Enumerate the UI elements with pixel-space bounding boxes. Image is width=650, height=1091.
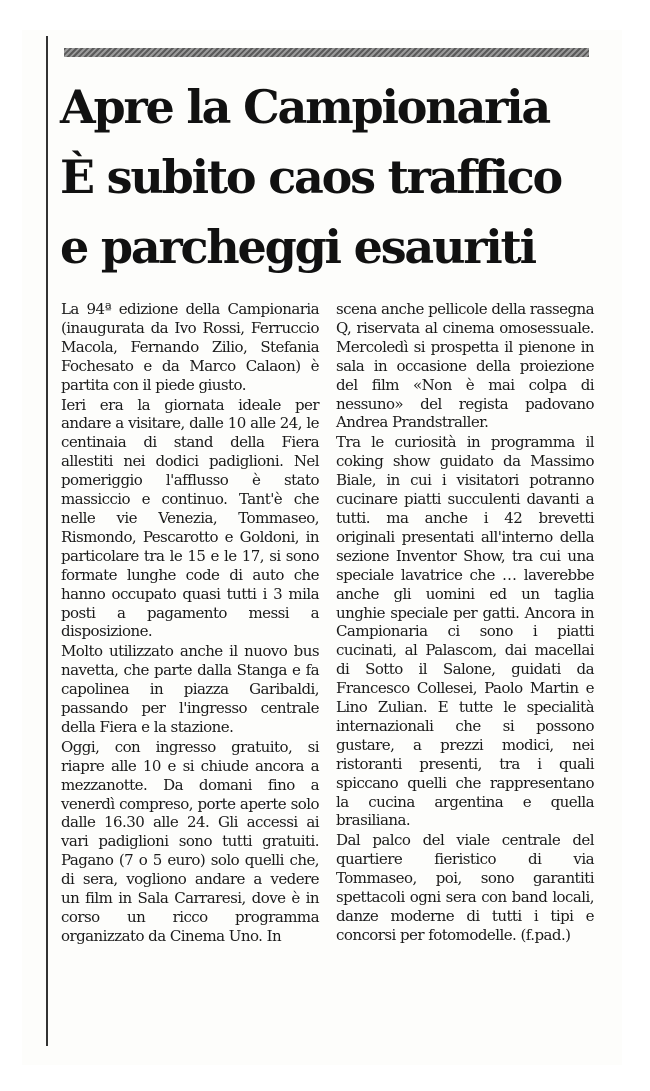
section-bar [64,48,589,57]
paragraph: Tra le curiosità in programma il coking show guidato da Massimo Biale, in cui i visitatori potranno cucinare piatti succulenti davanti a tutti. ma anche i 42 brevetti originali presentati all'interno della sezione Inventor Show, tra cui una speciale lavatrice che … laverebbe anche gli uomini ed un taglia unghie speciale per gatti. Ancora in Campionaria ci sono i piatti cucinati, al Palascom, dai macellai di Sotto il Salone, guidati da Francesco Collesei, Paolo Martin e Lino Zulian. E tutte le specialità internazionali che si possono gustare, a prezzi modici, nei ristoranti presenti, tra i quali spiccano quelli che rappresentano la cucina argentina e quella brasiliana. [336,433,594,830]
headline-line-1: Apre la Campionaria [60,80,550,134]
article-left-column [61,300,319,946]
column-rule [46,36,48,1046]
paragraph: Dal palco del viale centrale del quartiere fieristico di via Tommaseo, poi, sono garantiti spettacoli ogni sera con band locali, danze moderne di tutti i tipi e concorsi per fotomodelle. (f.pad.) [336,831,594,944]
paragraph: Oggi, con ingresso gratuito, si riapre alle 10 e si chiude ancora a mezzanotte. Da domani fino a venerdì compreso, porte aperte solo dalle 16.30 alle 24. Gli accessi ai vari padiglioni sono tutti gratuiti. Pagano (7 o 5 euro) solo quelli che, di sera, vogliono andare a vedere un film in Sala Carraresi, dove è in corso un ricco programma organizzato da Cinema Uno. In [61,737,319,945]
paragraph: scena anche pellicole della rassegna Q, riservata al cinema omosessuale. Mercoledì si prospetta il pienone in sala in occasione della proiezione del film «Non è mai colpa di nessuno» del regista padovano Andrea Prandstraller. [336,300,594,432]
paragraph: Molto utilizzato anche il nuovo bus navetta, che parte dalla Stanga e fa capolinea in piazza Garibaldi, passando per l'ingresso centrale della Fiera e la stazione. [61,642,319,736]
article-right-column [336,300,594,945]
paragraph: Ieri era la giornata ideale per andare a visitare, dalle 10 alle 24, le centinaia di stand della Fiera allestiti nei dodici padiglioni. Nel pomeriggio l'afflusso è stato massiccio e continuo. Tant'è che nelle vie Venezia, Tommaseo, Rismondo, Pescarotto e Goldoni, in particolare tra le 15 e le 17, si sono formate lunghe code di auto che hanno occupato quasi tutti i 3 mila posti a pagamento messi a disposizione. [61,395,319,641]
headline [60,72,620,282]
headline-line-3: e parcheggi esauriti [60,220,535,274]
headline-line-2: È subito caos traffico [60,150,562,204]
paragraph: La 94ª edizione della Campionaria (inaugurata da Ivo Rossi, Ferruccio Macola, Fernando Zilio, Stefania Fochesato e da Marco Calaon) è partita con il piede giusto. [61,300,319,394]
